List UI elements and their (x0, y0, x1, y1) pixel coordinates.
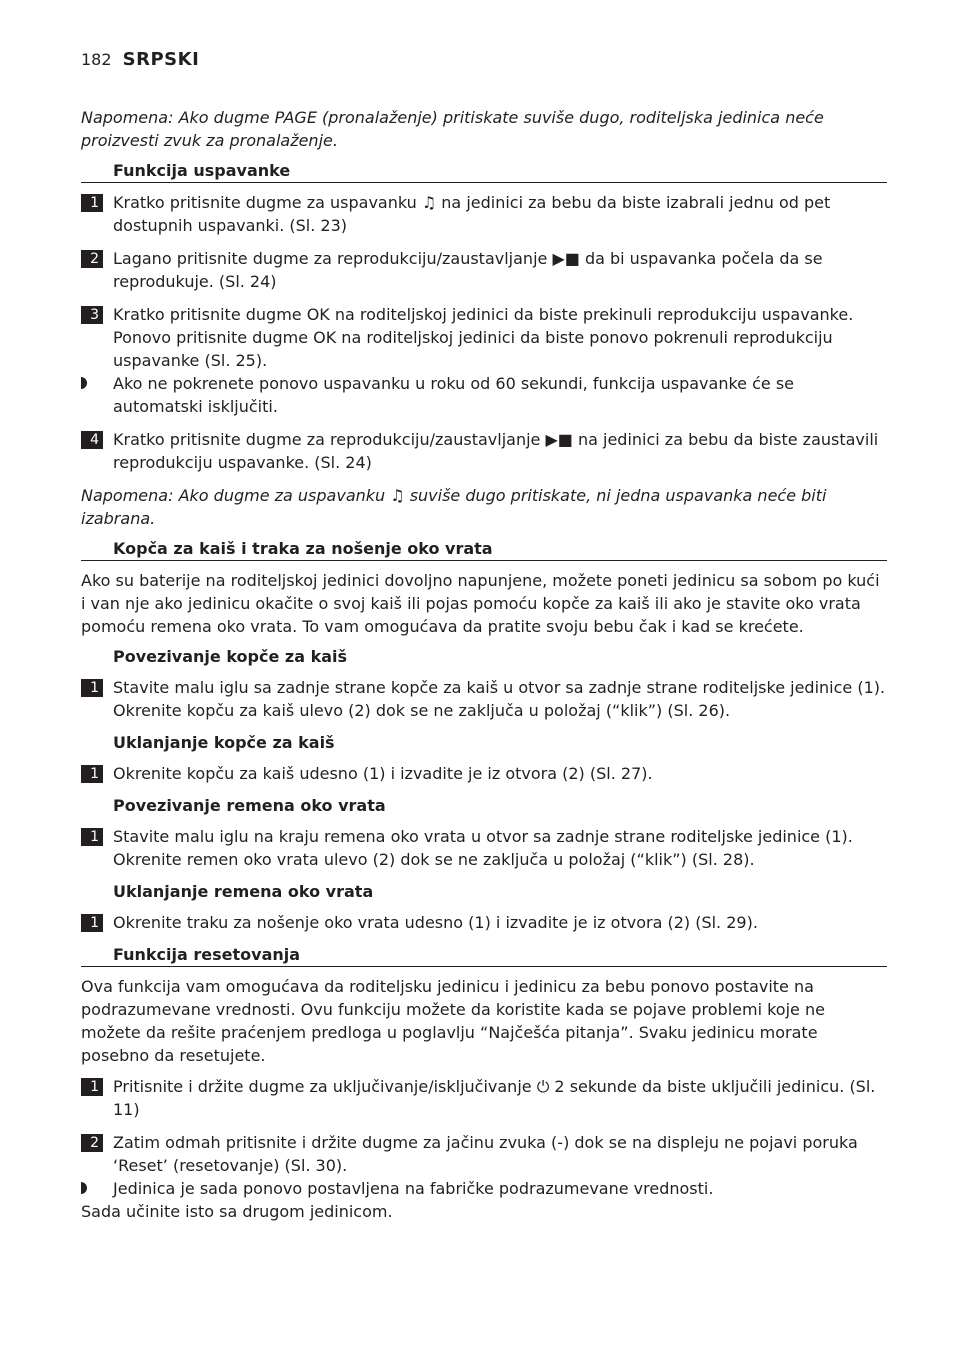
bullet-text: Ako ne pokrenete ponovo uspavanku u roku od 60 sekundi, funkcija uspavanke će se automatski isključiti. (113, 374, 794, 416)
section-title-lullaby: Funkcija uspavanke (81, 160, 887, 183)
subsection-title-attach-clip: Povezivanje kopče za kaiš (113, 647, 348, 666)
step-number: 1 (81, 679, 103, 697)
lullaby-result-bullet (81, 372, 887, 418)
bullet-icon (81, 1182, 87, 1194)
subsection-title-attach-cord: Povezivanje remena oko vrata (113, 796, 386, 815)
step-number: 1 (81, 765, 103, 783)
lullaby-step-4 (81, 428, 887, 474)
step-number: 2 (81, 1134, 103, 1152)
section-title-reset: Funkcija resetovanja (81, 944, 887, 967)
step-number: 1 (81, 914, 103, 932)
attach-cord-step-1 (81, 825, 887, 871)
step-text: Lagano pritisnite dugme za reprodukciju/zaustavljanje ▶■ da bi uspavanka počela da se reprodukuje. (Sl. 24) (113, 249, 823, 291)
attach-clip-step-1 (81, 676, 887, 722)
step-number: 1 (81, 828, 103, 846)
lullaby-step-2 (81, 247, 887, 293)
subsection-title-remove-clip: Uklanjanje kopče za kaiš (113, 733, 335, 752)
subsection-title-remove-cord: Uklanjanje remena oko vrata (113, 882, 374, 901)
page-language: SRPSKI (122, 49, 200, 70)
step-text: Stavite malu iglu na kraju remena oko vrata u otvor sa zadnje strane roditeljske jedinice (1). Okrenite remen oko vrata ulevo (2) dok se ne zaključa u položaj (“klik”) (Sl. 28). (113, 827, 853, 869)
step-text: Okrenite traku za nošenje oko vrata udesno (1) i izvadite je iz otvora (2) (Sl. 29). (113, 913, 758, 932)
note-lullaby: Napomena: Ako dugme za uspavanku ♫ suviše dugo pritiskate, ni jedna uspavanka neće biti izabrana. (81, 486, 827, 528)
step-text: Kratko pritisnite dugme za uspavanku ♫ na jedinici za bebu da biste izabrali jednu od pet dostupnih uspavanki. (Sl. 23) (113, 193, 831, 235)
step-text: Okrenite kopču za kaiš udesno (1) i izvadite je iz otvora (2) (Sl. 27). (113, 764, 653, 783)
lullaby-step-3 (81, 303, 887, 372)
lullaby-step-1 (81, 191, 887, 237)
step-number: 1 (81, 194, 103, 212)
step-number: 3 (81, 306, 103, 324)
step-number: 1 (81, 1078, 103, 1096)
step-text: Pritisnite i držite dugme za uključivanje/isključivanje ⏻ 2 sekunde da biste uključili jedinicu. (Sl. 11) (113, 1077, 876, 1119)
reset-step-2 (81, 1131, 887, 1177)
remove-cord-step-1 (81, 911, 887, 934)
clip-intro: Ako su baterije na roditeljskoj jedinici dovoljno napunjene, možete poneti jedinicu sa sobom po kući i van nje ako jedinicu okačite o svoj kaiš ili pojas pomoću kopče za kaiš ili ako je stavite oko vrata pomoću remena oko vrata. To vam omogućava da pratite svoju bebu čak i kad se krećete. (81, 571, 880, 636)
remove-clip-step-1 (81, 762, 887, 785)
reset-intro: Ova funkcija vam omogućava da roditeljsku jedinicu i jedinicu za bebu ponovo postavite na podrazumevane vrednosti. Ovu funkciju možete da koristite kada se pojave problemi koje ne možete da rešite praćenjem predloga u poglavlju “Najčešća pitanja”. Svaku jedinicu morate posebno da resetujete. (81, 977, 825, 1065)
reset-step-1 (81, 1075, 887, 1121)
page-number: 182 (81, 50, 112, 69)
step-text: Kratko pritisnite dugme za reprodukciju/zaustavljanje ▶■ na jedinici za bebu da biste zaustavili reprodukciju uspavanke. (Sl. 24) (113, 430, 879, 472)
reset-outro: Sada učinite isto sa drugom jedinicom. (81, 1202, 393, 1221)
page-header (81, 49, 199, 70)
step-text: Zatim odmah pritisnite i držite dugme za jačinu zvuka (-) dok se na displeju ne pojavi poruka ‘Reset’ (resetovanje) (Sl. 30). (113, 1133, 858, 1175)
bullet-icon (81, 377, 87, 389)
bullet-text: Jedinica je sada ponovo postavljena na fabričke podrazumevane vrednosti. (113, 1179, 714, 1198)
step-text: Kratko pritisnite dugme OK na roditeljskoj jedinici da biste prekinuli reprodukciju uspavanke. Ponovo pritisnite dugme OK na roditeljskoj jedinici da biste ponovo pokrenuli reprodukciju uspavanke (Sl. 25). (113, 305, 854, 370)
page-content (81, 106, 887, 1231)
step-number: 2 (81, 250, 103, 268)
section-title-clip: Kopča za kaiš i traka za nošenje oko vrata (81, 538, 887, 561)
step-number: 4 (81, 431, 103, 449)
reset-result-bullet (81, 1177, 887, 1200)
step-text: Stavite malu iglu sa zadnje strane kopče za kaiš u otvor sa zadnje strane roditeljske jedinice (1). Okrenite kopču za kaiš ulevo (2) dok se ne zaključa u položaj (“klik”) (Sl. 26). (113, 678, 886, 720)
note-page-button: Napomena: Ako dugme PAGE (pronalaženje) pritiskate suviše dugo, roditeljska jedinica neće proizvesti zvuk za pronalaženje. (81, 108, 824, 150)
